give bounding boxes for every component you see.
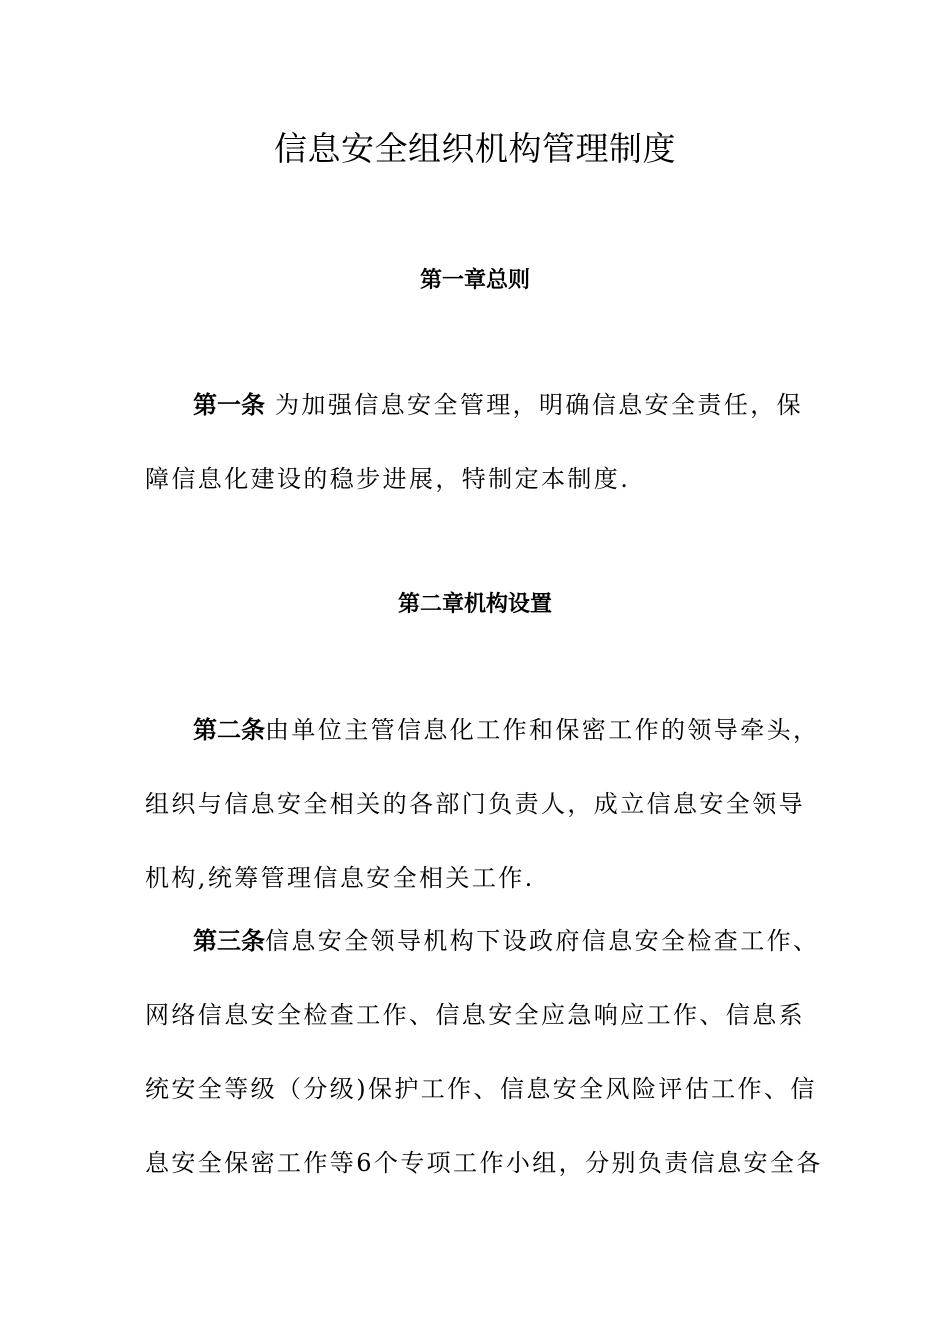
- article-1-line: 障信息化建设的稳步进展，特制定本制度.: [145, 465, 631, 493]
- article-2-text: 由单位主管信息化工作和保密工作的领导牵头，: [265, 716, 820, 744]
- article-3-text: 信息安全领导机构下设政府信息安全检查工作、: [265, 927, 820, 955]
- article-3-first-line: [193, 925, 893, 957]
- article-2-line: 机构,统筹管理信息安全相关工作.: [145, 864, 535, 892]
- article-3-line: 统安全等级（分级)保护工作、信息安全风险评估工作、信: [145, 1075, 817, 1103]
- chapter-heading-2: 第二章机构设置: [397, 592, 552, 617]
- article-1-first-line: [193, 389, 893, 421]
- article-2-line: 组织与信息安全相关的各部门负责人，成立信息安全领导: [145, 790, 805, 818]
- article-1-label: 第一条: [193, 391, 265, 419]
- chapter-heading-1: 第一章总则: [419, 268, 530, 293]
- article-3-line: 息安全保密工作等6个专项工作小组，分别负责信息安全各: [145, 1149, 823, 1177]
- article-3-label: 第三条: [193, 927, 265, 955]
- article-2-first-line: [193, 714, 893, 746]
- article-2-label: 第二条: [193, 716, 265, 744]
- document-title: 信息安全组织机构管理制度: [274, 129, 676, 168]
- article-1-text: 为加强信息安全管理，明确信息安全责任，保: [265, 391, 804, 419]
- article-3-line: 网络信息安全检查工作、信息安全应急响应工作、信息系: [145, 1001, 805, 1029]
